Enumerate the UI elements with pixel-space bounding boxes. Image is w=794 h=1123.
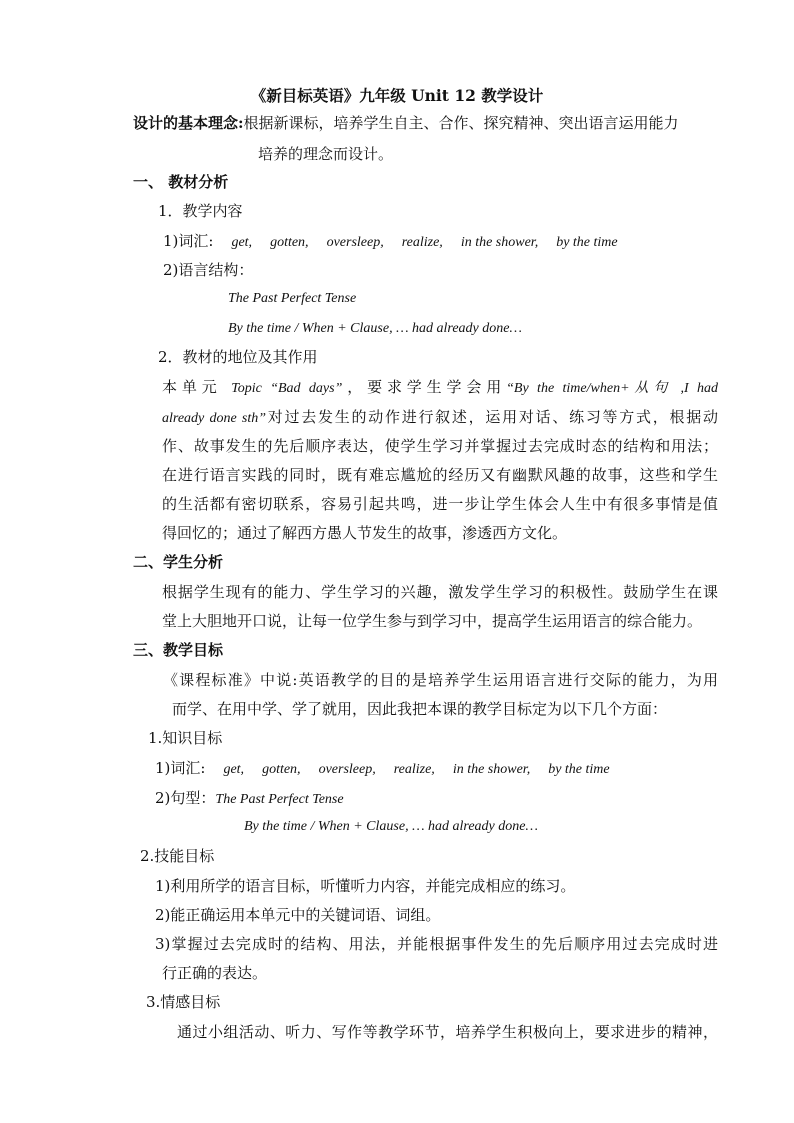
text-run: 本单元	[162, 378, 222, 396]
vocabulary-line	[155, 758, 610, 780]
vocab-word: realize,	[401, 235, 443, 250]
vocab-word: get,	[231, 235, 253, 250]
vocab-word: realize,	[393, 762, 435, 777]
vocabulary-label: 1)词汇:	[155, 759, 206, 777]
sentence-pattern-tense: The Past Perfect Tense	[215, 792, 344, 807]
paragraph-line: 根据学生现有的能力、学生学习的兴趣，激发学生学习的积极性。鼓励学生在课	[162, 583, 718, 601]
vocab-word: oversleep,	[318, 762, 376, 777]
section-heading-1: 一、 教材分析	[133, 173, 229, 191]
paragraph-line	[162, 407, 718, 429]
vocabulary-line	[163, 231, 618, 253]
vocab-word: oversleep,	[326, 235, 384, 250]
page-title: 《新目标英语》九年级 Unit 12 教学设计	[250, 86, 544, 105]
vocab-word: get,	[223, 762, 245, 777]
vocab-word: in the shower,	[460, 235, 539, 250]
list-item: 3)掌握过去完成时的结构、用法，并能根据事件发生的先后顺序用过去完成时进	[155, 935, 718, 953]
sentence-pattern-label: 2)句型：	[155, 789, 216, 807]
subheading-status-role: 2．教材的地位及其作用	[158, 348, 318, 366]
section-heading-2: 二、学生分析	[133, 553, 224, 571]
structure-tense: The Past Perfect Tense	[228, 291, 357, 306]
paragraph-line	[162, 377, 718, 399]
list-item-cont: 行正确的表达。	[162, 964, 268, 982]
vocab-word: gotten,	[270, 235, 309, 250]
vocab-word: gotten,	[262, 762, 301, 777]
text-run-italic: “By the time/when+从句 ,I had	[506, 381, 718, 396]
paragraph-line: 堂上大胆地开口说，让每一位学生参与到学习中，提高学生运用语言的综合能力。	[162, 612, 703, 630]
vocab-word: in the shower,	[452, 762, 531, 777]
paragraph-line: 在进行语言实践的同时，既有难忘尴尬的经历又有幽默风趣的故事，这些和学生	[162, 466, 718, 484]
subheading-skill-goals: 2.技能目标	[140, 847, 215, 865]
vocabulary-label: 1)词汇:	[163, 232, 214, 250]
text-run-italic: Topic “Bad days”	[231, 381, 343, 396]
design-concept-label: 设计的基本理念:	[133, 114, 244, 132]
paragraph-line: 通过小组活动、听力、写作等教学环节，培养学生积极向上，要求进步的精神，	[177, 1023, 718, 1041]
design-concept-text-cont: 培养的理念而设计。	[258, 145, 394, 163]
sentence-pattern: By the time / When + Clause, … had already done…	[244, 819, 538, 834]
paragraph-line: 而学、在用中学、学了就用，因此我把本课的教学目标定为以下几个方面：	[172, 700, 668, 718]
sentence-pattern-line	[155, 788, 344, 810]
structure-label: 2)语言结构：	[163, 261, 254, 279]
paragraph-line: 的生活都有密切联系，容易引起共鸣，进一步让学生体会人生中有很多事情是值	[162, 495, 718, 513]
list-item: 1)利用所学的语言目标，听懂听力内容，并能完成相应的练习。	[155, 877, 576, 895]
paragraph-line: 作、故事发生的先后顺序表达，使学生学习并掌握过去完成时态的结构和用法；	[162, 437, 718, 455]
list-item: 2)能正确运用本单元中的关键词语、词组。	[155, 906, 441, 924]
text-run: 对过去发生的动作进行叙述，运用对话、练习等方式，根据动	[266, 408, 718, 426]
subheading-teaching-content: 1．教学内容	[158, 202, 243, 220]
text-run: ，要求学生学会用	[342, 378, 507, 396]
vocab-word: by the time	[556, 235, 618, 250]
subheading-knowledge-goals: 1.知识目标	[148, 729, 223, 747]
text-run-italic: already done sth”	[162, 411, 267, 426]
design-concept-text: 根据新课标，培养学生自主、合作、探究精神、突出语言运用能力	[243, 114, 679, 132]
subheading-affective-goals: 3.情感目标	[146, 993, 221, 1011]
paragraph-line: 得回忆的；通过了解西方愚人节发生的故事，渗透西方文化。	[162, 524, 568, 542]
vocab-word: by the time	[548, 762, 610, 777]
paragraph-line: 《课程标准》中说:英语教学的目的是培养学生运用语言进行交际的能力，为用	[163, 671, 718, 689]
section-heading-3: 三、教学目标	[133, 641, 224, 659]
design-concept	[133, 113, 679, 133]
structure-pattern: By the time / When + Clause, … had already done…	[228, 321, 522, 336]
